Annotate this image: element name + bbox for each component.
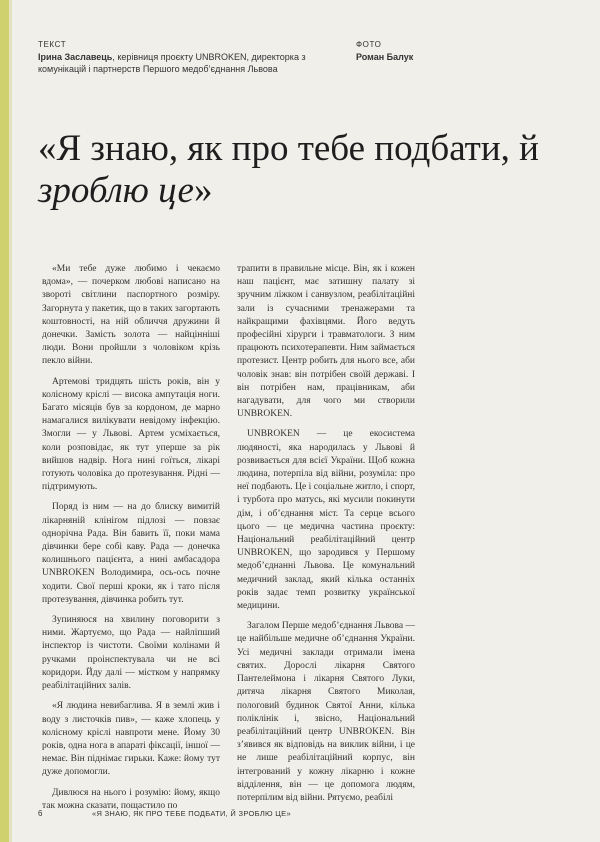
page-title: [38, 128, 568, 212]
credit-text-author: Ірина Заславець: [38, 52, 113, 62]
credit-photo-author-block: [356, 51, 413, 63]
paragraph: Зупиняюся на хвилину поговорити з ними. Жартуємо, що Рада — найліпший інспектор із чистоти. Своїми колінами й ручками проінспектувала чи не всі коридори. Йду далі — містком у напрямку реабілітаційних залів.: [42, 615, 220, 692]
title-part-2: зроблю це: [38, 170, 194, 211]
paragraph: «Ми тебе дуже любимо і чекаємо вдома», — почерком любові написано на звороті світлини паспортного розміру. Загорнута у пакетик, що в таких загортають коштовності, на ній обличчя дружини й донечки. Замість золота — найцінніші люди. Вони пройшли з чоловіком крізь пекло війни.: [42, 264, 221, 367]
paragraph: Дивлюся на нього і розумію: йому, якщо так можна сказати, пощастило по: [42, 787, 220, 811]
paragraph: трапити в правильне місце. Він, як і кожен наш пацієнт, має затишну палату зі зручним ліжком і санвузлом, реабілітаційні зали із сучасними тренажерами та найкращими фахівцями. Його ведуть професійні хірурги і травматологи. З ним працюють психотерапевти. Ним займається протезист. Центр робить для нього все, аби чоловік знав: він потрібен своїй державі. І він потрібен нам, працівникам, аби нагадувати, для чого ми створили UNBROKEN.: [237, 264, 415, 420]
credit-photo-label: ФОТО: [356, 40, 382, 49]
credit-text-label: ТЕКСТ: [38, 40, 67, 49]
credit-text-role: , керівниця проєкту UNBROKEN, директорка з комунікацій і партнерств Першого медоб’єднання Львова: [38, 52, 306, 74]
credit-photo-author: Роман Балук: [356, 52, 414, 62]
page-edge-shadow: [9, 0, 12, 842]
paragraph: «Я людина невибаглива. Я в землі жив і воду з листочків пив», — каже хлопець у колісному кріслі навпроти мене. Йому 30 років, одна нога в апараті фіксації, іншої — немає. Він піднімає гирьки. Каже: йому тут дуже допомогли.: [42, 701, 220, 778]
title-part-3: »: [193, 170, 213, 211]
paragraph: UNBROKEN — це екосистема людяності, яка народилась у Львові й розвивається для всієї України. Щоб кожна людина, потерпіла від війни, розуміла: про неї подбають. Це і соціальне житло, і спорт, і турбота про матусь, які мусили покинути дім, і об’єднання міст. Та серце всього цього — це медична частина проєкту: Національний реабілітаційний центр UNBROKEN, що зародився у Першому медоб’єднанні Львова. Це комунальний медичний заклад, який кілька останніх років задає темп розвитку української медицини.: [237, 429, 415, 612]
running-title: «Я ЗНАЮ, ЯК ПРО ТЕБЕ ПОДБАТИ, Й ЗРОБЛЮ ЦЕ»: [92, 809, 291, 818]
paragraph: Поряд із ним — на до блиску вимитій лікарняній клініґом підлозі — повзає однорічна Рада. Він бавить її, поки мама дівчинки бере собі каву. Рада — донечка колишнього пацієнта, а нині амбасадора UNBROKEN Володимира, ось-ось почне ходити. Свої перші кроки, як і тато після протезування, дівчинка робить тут.: [42, 502, 220, 605]
title-part-1: «Я знаю, як про тебе подбати, й: [38, 128, 539, 169]
text-column-right: [237, 263, 415, 812]
paragraph: Загалом Перше медоб’єднання Львова — це найбільше медичне об’єднання України. Усі медичні заклади отримали імена святих. Дорослі лікарня Святого Пантелеймона і лікарня Святого Луки, дитяча лікарня Святого Миколая, пологовий будинок Святої Анни, кілька поліклінік і, звісно, Національний реабілітаційний центр UNBROKEN. Він з’явився як відповідь на виклик війни, і це не лише реабілітаційний корпус, він інтегрований у кожну лікарню і кожне відділення, він — це допомога людям, потерпілим від війни. Рятуємо, реабілі: [237, 621, 415, 803]
paragraph: Артемові тридцять шість років, він у колісному кріслі — висока ампутація ноги. Багато місяців був за кордоном, де марно намагалися вилікувати невідому інфекцію. Змогли — у Львові. Артем усміхається, коли розповідає, як тут уперше за рік вийшов надвір. Нога нині гоїться, лікарі готують чоловіка до протезування. Рідні — підтримують.: [42, 376, 220, 493]
page-number: 6: [38, 809, 43, 818]
text-column-left: [42, 263, 220, 820]
page-edge-stripe: [0, 0, 9, 842]
credit-text-author-block: [38, 51, 338, 75]
